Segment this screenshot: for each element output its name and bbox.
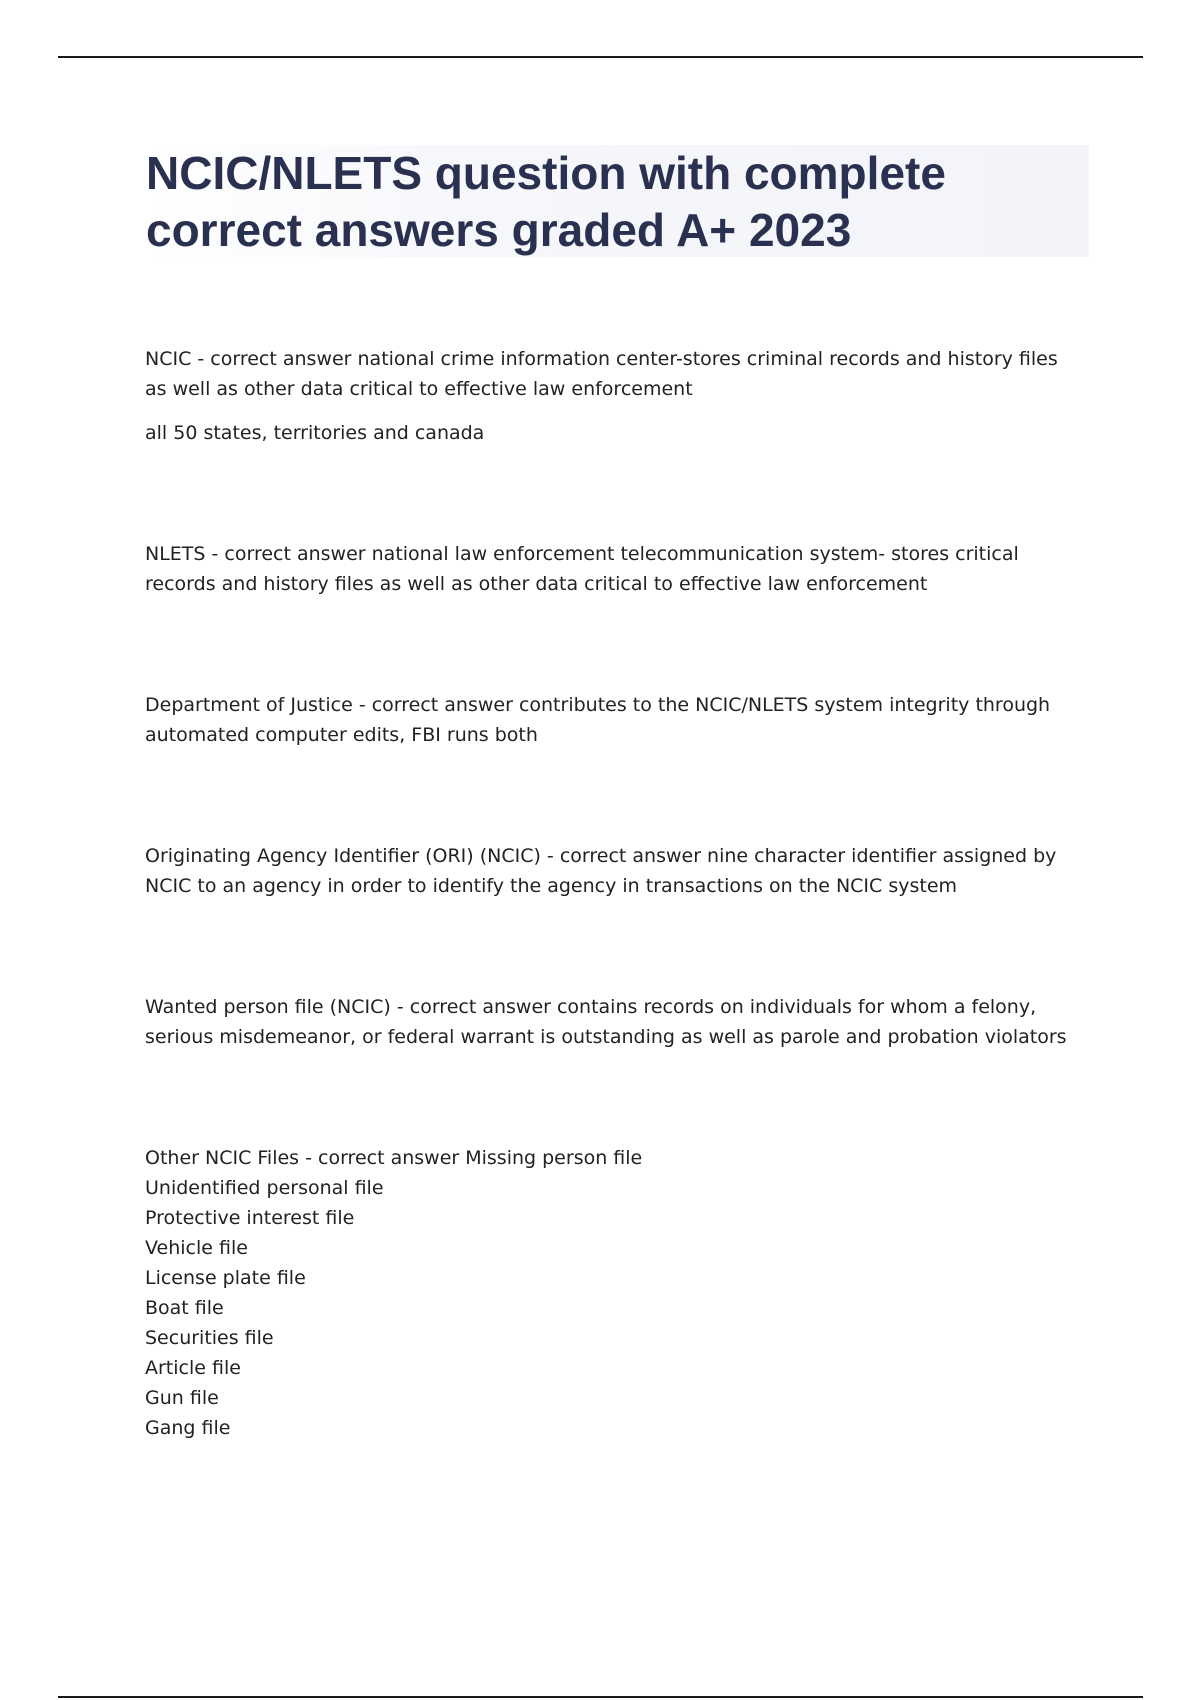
- qa-extra-text: all 50 states, territories and canada: [145, 422, 485, 444]
- qa-text: Originating Agency Identifier (ORI) (NCIC) - correct answer nine character identifier assigned by NCIC to an agency in order to identify the agency in transactions on the NCIC system: [145, 845, 1057, 897]
- qa-entry: [145, 539, 1085, 599]
- file-list-item: Unidentified personal file: [145, 1177, 384, 1199]
- top-rule: [58, 56, 1143, 58]
- file-list-item: Boat file: [145, 1297, 224, 1319]
- qa-text: NLETS - correct answer national law enforcement telecommunication system- stores critical records and history files as well as other data critical to effective law enforcement: [145, 543, 1019, 595]
- file-list-item: License plate file: [145, 1267, 306, 1289]
- file-list-item: Protective interest file: [145, 1207, 355, 1229]
- file-list-item: Gun file: [145, 1387, 219, 1409]
- qa-entry: [145, 690, 1085, 750]
- qa-text: Department of Justice - correct answer contributes to the NCIC/NLETS system integrity through automated computer edits, FBI runs both: [145, 694, 1051, 746]
- document-title: NCIC/NLETS question with complete correct answers graded A+ 2023: [146, 147, 946, 256]
- qa-text: Other NCIC Files - correct answer Missing person file: [145, 1147, 643, 1169]
- qa-entry: [145, 992, 1085, 1052]
- document-body: [145, 344, 1085, 1443]
- bottom-rule: [58, 1696, 1143, 1698]
- qa-entry: [145, 1143, 1085, 1443]
- qa-entry: [145, 841, 1085, 901]
- file-list-item: Gang file: [145, 1417, 231, 1439]
- file-list-item: Article file: [145, 1357, 241, 1379]
- qa-entry: [145, 344, 1085, 448]
- file-list-item: Securities file: [145, 1327, 274, 1349]
- qa-text: Wanted person file (NCIC) - correct answer contains records on individuals for whom a felony, serious misdemeanor, or federal warrant is outstanding as well as parole and probation violators: [145, 996, 1067, 1048]
- file-list-item: Vehicle file: [145, 1237, 248, 1259]
- qa-text: NCIC - correct answer national crime information center-stores criminal records and history files as well as other data critical to effective law enforcement: [145, 348, 1058, 400]
